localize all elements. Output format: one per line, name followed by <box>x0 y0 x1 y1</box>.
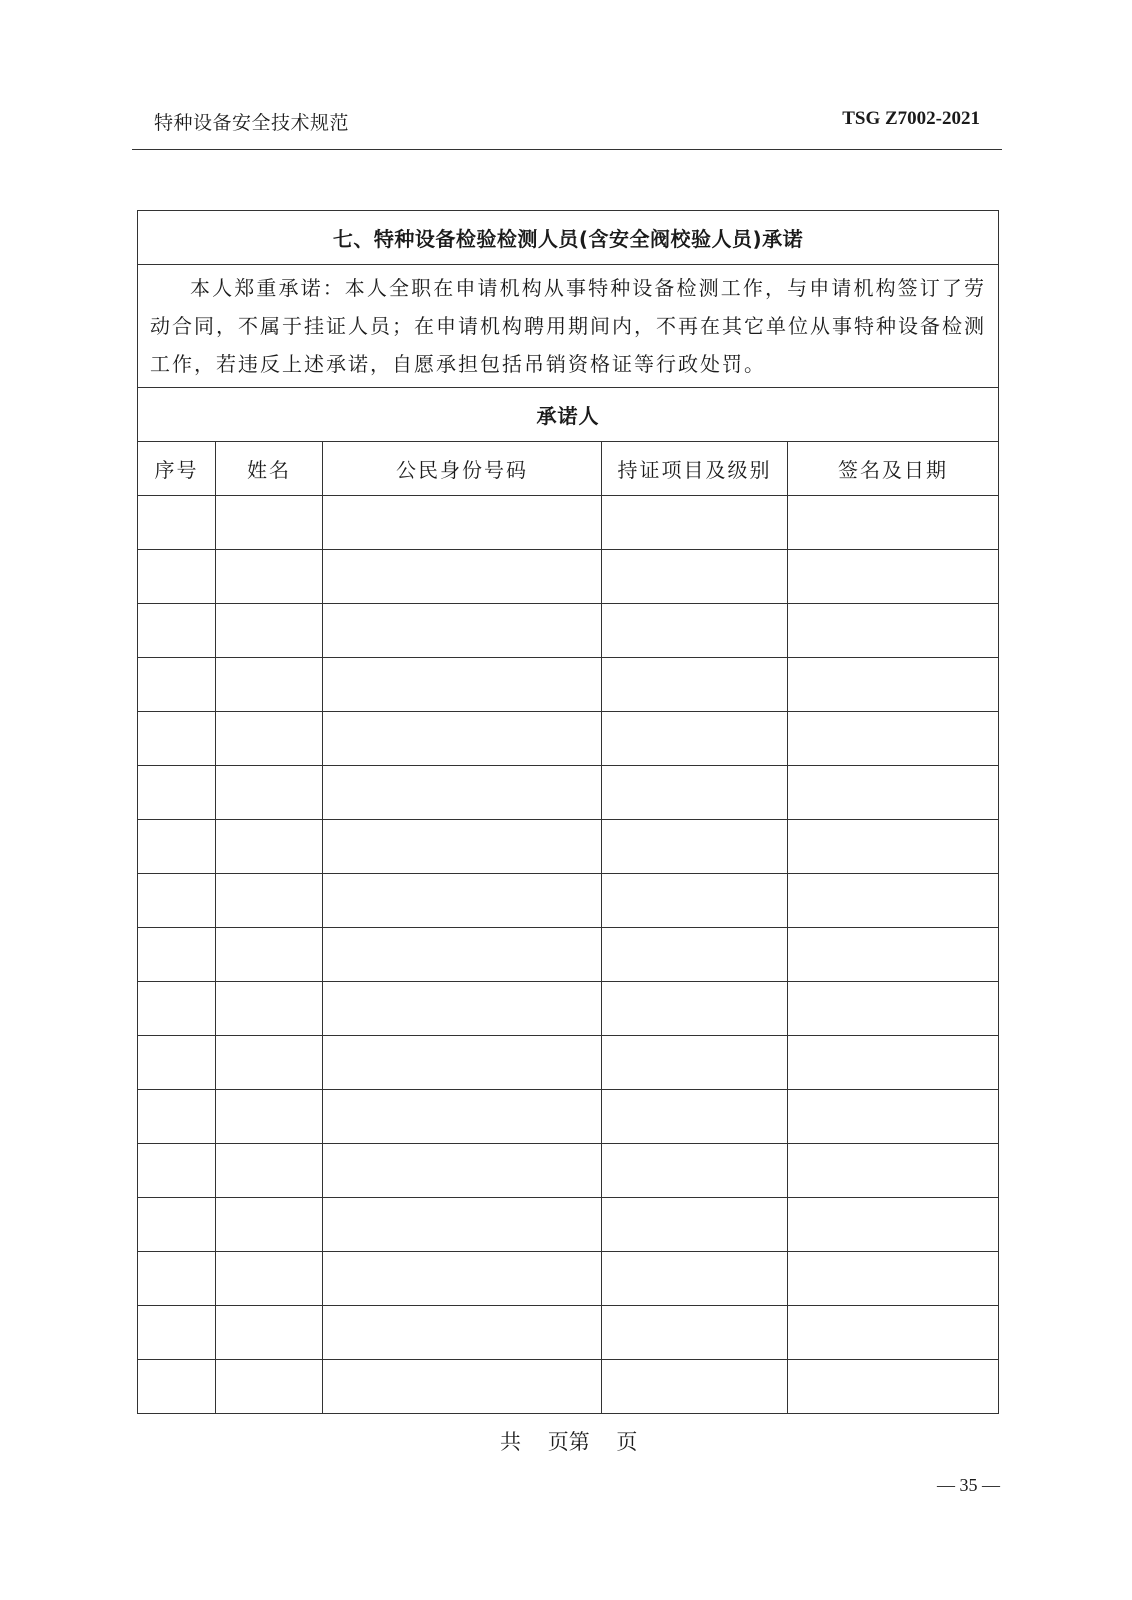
column-header-certificate: 持证项目及级别 <box>602 442 788 496</box>
table-row <box>138 982 999 1036</box>
cell-id-number[interactable] <box>323 982 602 1036</box>
cell-name[interactable] <box>216 874 323 928</box>
cell-id-number[interactable] <box>323 1198 602 1252</box>
cell-signature-date[interactable] <box>788 1252 999 1306</box>
header-document-title: 特种设备安全技术规范 <box>154 112 350 134</box>
cell-id-number[interactable] <box>323 1360 602 1414</box>
cell-signature-date[interactable] <box>788 928 999 982</box>
table-row <box>138 496 999 550</box>
cell-certificate[interactable] <box>602 1036 788 1090</box>
page-count-line: 共 页第 页 <box>500 1430 638 1454</box>
cell-id-number[interactable] <box>323 928 602 982</box>
cell-certificate[interactable] <box>602 928 788 982</box>
cell-certificate[interactable] <box>602 1144 788 1198</box>
cell-certificate[interactable] <box>602 550 788 604</box>
table-row <box>138 550 999 604</box>
cell-serial[interactable] <box>138 1036 216 1090</box>
cell-id-number[interactable] <box>323 658 602 712</box>
cell-signature-date[interactable] <box>788 1144 999 1198</box>
cell-id-number[interactable] <box>323 496 602 550</box>
cell-signature-date[interactable] <box>788 604 999 658</box>
table-row <box>138 1252 999 1306</box>
cell-serial[interactable] <box>138 928 216 982</box>
pledge-form-table <box>137 210 999 1414</box>
cell-serial[interactable] <box>138 658 216 712</box>
cell-id-number[interactable] <box>323 874 602 928</box>
cell-certificate[interactable] <box>602 1306 788 1360</box>
table-row <box>138 1090 999 1144</box>
table-row <box>138 766 999 820</box>
cell-serial[interactable] <box>138 1360 216 1414</box>
column-header-serial: 序号 <box>138 442 216 496</box>
cell-certificate[interactable] <box>602 712 788 766</box>
cell-certificate[interactable] <box>602 604 788 658</box>
table-row <box>138 820 999 874</box>
cell-serial[interactable] <box>138 982 216 1036</box>
cell-certificate[interactable] <box>602 982 788 1036</box>
cell-certificate[interactable] <box>602 820 788 874</box>
cell-name[interactable] <box>216 550 323 604</box>
table-row <box>138 658 999 712</box>
cell-serial[interactable] <box>138 604 216 658</box>
cell-name[interactable] <box>216 1252 323 1306</box>
header-divider <box>132 149 1002 150</box>
column-header-row <box>138 442 999 496</box>
cell-serial[interactable] <box>138 1252 216 1306</box>
cell-id-number[interactable] <box>323 1090 602 1144</box>
pledge-statement <box>138 265 999 388</box>
cell-name[interactable] <box>216 1144 323 1198</box>
cell-name[interactable] <box>216 1090 323 1144</box>
cell-id-number[interactable] <box>323 1306 602 1360</box>
cell-certificate[interactable] <box>602 1090 788 1144</box>
header-standard-code: TSG Z7002-2021 <box>842 108 980 129</box>
table-row <box>138 1306 999 1360</box>
cell-signature-date[interactable] <box>788 820 999 874</box>
cell-name[interactable] <box>216 766 323 820</box>
cell-name[interactable] <box>216 658 323 712</box>
table-row <box>138 1144 999 1198</box>
cell-signature-date[interactable] <box>788 658 999 712</box>
page-number: — 35 — <box>937 1475 1000 1495</box>
cell-serial[interactable] <box>138 1090 216 1144</box>
section-title-row <box>138 211 999 265</box>
cell-id-number[interactable] <box>323 1144 602 1198</box>
cell-serial[interactable] <box>138 1306 216 1360</box>
cell-signature-date[interactable] <box>788 496 999 550</box>
cell-name[interactable] <box>216 1360 323 1414</box>
cell-serial[interactable] <box>138 1198 216 1252</box>
cell-name[interactable] <box>216 1306 323 1360</box>
cell-name[interactable] <box>216 1198 323 1252</box>
cell-serial[interactable] <box>138 766 216 820</box>
cell-serial[interactable] <box>138 712 216 766</box>
table-row <box>138 1198 999 1252</box>
cell-id-number[interactable] <box>323 604 602 658</box>
table-row <box>138 1360 999 1414</box>
cell-id-number[interactable] <box>323 712 602 766</box>
column-header-name: 姓名 <box>216 442 323 496</box>
promiser-row <box>138 388 999 442</box>
cell-id-number[interactable] <box>323 766 602 820</box>
pledge-text: 本人郑重承诺：本人全职在申请机构从事特种设备检测工作，与申请机构签订了劳动合同，不属于挂证人员；在申请机构聘用期间内，不再在其它单位从事特种设备检测工作，若违反上述承诺，自愿承担包括吊销资格证等行政处罚。 <box>150 276 987 376</box>
cell-serial[interactable] <box>138 820 216 874</box>
cell-name[interactable] <box>216 496 323 550</box>
cell-id-number[interactable] <box>323 1036 602 1090</box>
table-row <box>138 604 999 658</box>
cell-certificate[interactable] <box>602 1198 788 1252</box>
table-row <box>138 1036 999 1090</box>
cell-name[interactable] <box>216 712 323 766</box>
cell-serial[interactable] <box>138 550 216 604</box>
cell-certificate[interactable] <box>602 874 788 928</box>
cell-signature-date[interactable] <box>788 874 999 928</box>
cell-name[interactable] <box>216 928 323 982</box>
promiser-label: 承诺人 <box>138 388 999 442</box>
cell-signature-date[interactable] <box>788 1036 999 1090</box>
cell-name[interactable] <box>216 820 323 874</box>
cell-signature-date[interactable] <box>788 1306 999 1360</box>
cell-signature-date[interactable] <box>788 1090 999 1144</box>
cell-id-number[interactable] <box>323 550 602 604</box>
cell-signature-date[interactable] <box>788 550 999 604</box>
table-row <box>138 874 999 928</box>
pledge-row <box>138 265 999 388</box>
cell-certificate[interactable] <box>602 658 788 712</box>
cell-signature-date[interactable] <box>788 1198 999 1252</box>
table-row <box>138 928 999 982</box>
table-row <box>138 712 999 766</box>
column-header-signature-date: 签名及日期 <box>788 442 999 496</box>
cell-certificate[interactable] <box>602 1252 788 1306</box>
cell-certificate[interactable] <box>602 1360 788 1414</box>
cell-serial[interactable] <box>138 874 216 928</box>
section-title: 七、特种设备检验检测人员(含安全阀校验人员)承诺 <box>138 211 999 265</box>
cell-serial[interactable] <box>138 1144 216 1198</box>
cell-signature-date[interactable] <box>788 766 999 820</box>
cell-id-number[interactable] <box>323 820 602 874</box>
cell-serial[interactable] <box>138 496 216 550</box>
cell-certificate[interactable] <box>602 496 788 550</box>
cell-name[interactable] <box>216 982 323 1036</box>
cell-id-number[interactable] <box>323 1252 602 1306</box>
column-header-id-number: 公民身份号码 <box>323 442 602 496</box>
cell-signature-date[interactable] <box>788 982 999 1036</box>
cell-signature-date[interactable] <box>788 712 999 766</box>
cell-name[interactable] <box>216 604 323 658</box>
cell-certificate[interactable] <box>602 766 788 820</box>
cell-signature-date[interactable] <box>788 1360 999 1414</box>
cell-name[interactable] <box>216 1036 323 1090</box>
